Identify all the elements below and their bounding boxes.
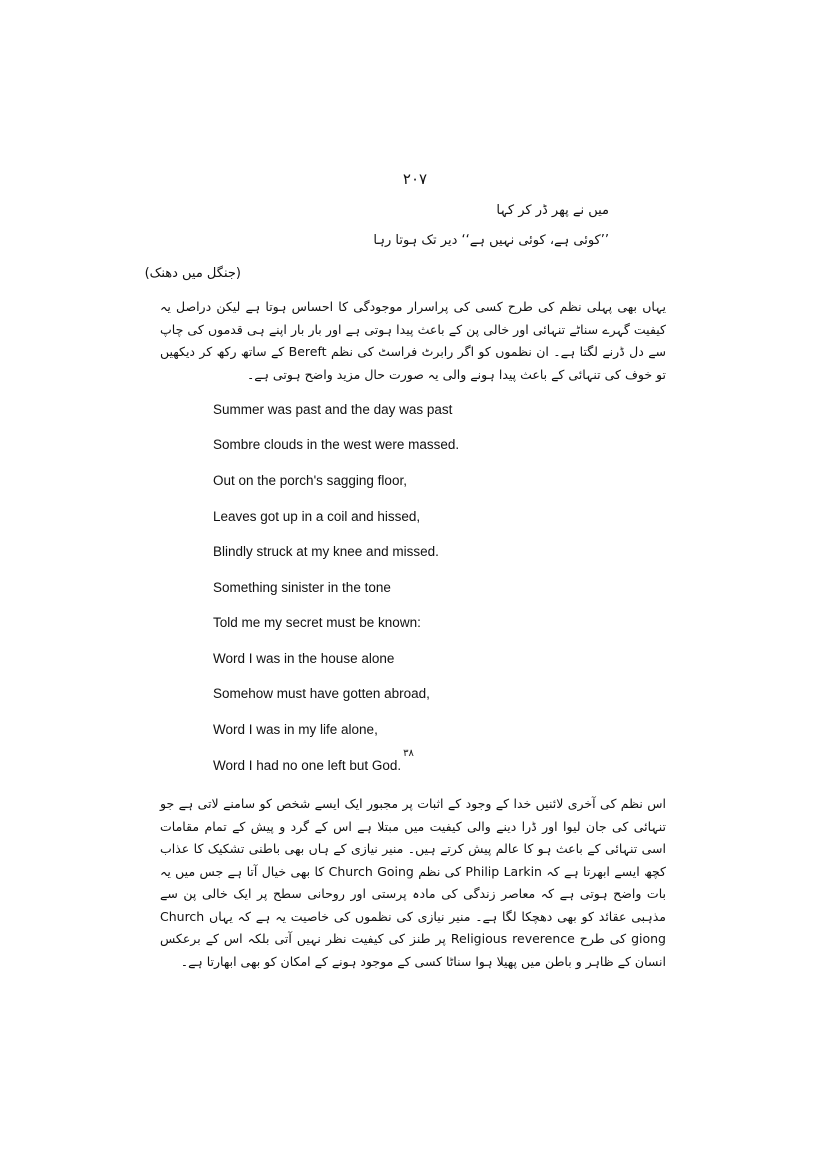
poem-line: Leaves got up in a coil and hissed,	[213, 509, 421, 524]
paragraph-1: یہاں بھی پہلی نظم کی طرح کسی کی پراسرار موجودگی کا احساس ہوتا ہے لیکن دراصل یہ کیفیت گہرے سناٹے تنہائی اور خالی پن کے باعث پیدا ہوتی ہے اور بار بار اپنے ہی قدموں کی چاپ سے دل ڈرنے لگتا ہے۔ ان نظموں کو اگر رابرٹ فراسٹ کی نظم Bereft کے ساتھ رکھ کر دیکھیں تو خوف کی تنہائی کے باعث پیدا ہونے والی یہ صورت حال مزید واضح ہوتی ہے۔	[160, 299, 666, 382]
poem-line: Told me my secret must be known:	[213, 615, 421, 630]
footnote-marker: ۳۸	[403, 748, 414, 759]
poem-line: Somehow must have gotten abroad,	[213, 686, 430, 701]
poem-line-text: Word I had no one left but God.	[213, 758, 402, 773]
poem-line: Blindly struck at my knee and missed.	[213, 544, 439, 559]
page-number: ۲۰۷	[402, 170, 428, 188]
poem-line: Sombre clouds in the west were massed.	[213, 437, 460, 452]
paragraph-2: اس نظم کی آخری لائنیں خدا کے وجود کے اثبات پر مجبور ایک ایسے شخص کو سامنے لاتی ہے جو تنہائی کی جان لیوا اور ڈرا دینے والی کیفیت میں مبتلا ہے اس کے گرد و پیش کے تمام مقامات اسی تنہائی کے باعث ہو کا عالم پیش کرتے ہیں۔ منیر نیازی کے ہاں بھی باطنی تشکیک کا عذاب کچھ ایسے ابھرتا ہے کہ Philip Larkin کی نظم Church Going کا بھی خیال آتا ہے جس میں یہ بات واضح ہوتی ہے کہ معاصر زندگی کی مادہ پرستی اور روحانی سطح پر ایک خالی پن سے مذہبی عقائد کو بھی دھچکا لگا ہے۔ منیر نیازی کی نظموں کی خاصیت یہ ہے کہ یہاں Church giong کی طرح Religious reverence پر طنز کی کیفیت نظر نہیں آتی بلکہ اس کے برعکس انسان کے ظاہر و باطن میں پھیلا ہوا سناٹا کسی کے موجود ہونے کے امکان کو بھی ابھارتا ہے۔	[160, 796, 666, 969]
poem-line: Word I was in my life alone,	[213, 722, 378, 737]
poem-line: Summer was past and the day was past	[213, 402, 453, 417]
poem-line: Something sinister in the tone	[213, 580, 391, 595]
poem-line-last	[213, 748, 414, 773]
poem-line: Word I was in the house alone	[213, 651, 395, 666]
opening-couplet-line-1: میں نے پھر ڈر کر کہا	[496, 203, 609, 218]
source-title: (جنگل میں دھنک)	[144, 266, 241, 281]
poem-line: Out on the porch's sagging floor,	[213, 473, 407, 488]
opening-couplet-line-2: ’’کوئی ہے، کوئی نہیں ہے‘‘ دیر تک ہوتا رہا	[373, 233, 609, 248]
